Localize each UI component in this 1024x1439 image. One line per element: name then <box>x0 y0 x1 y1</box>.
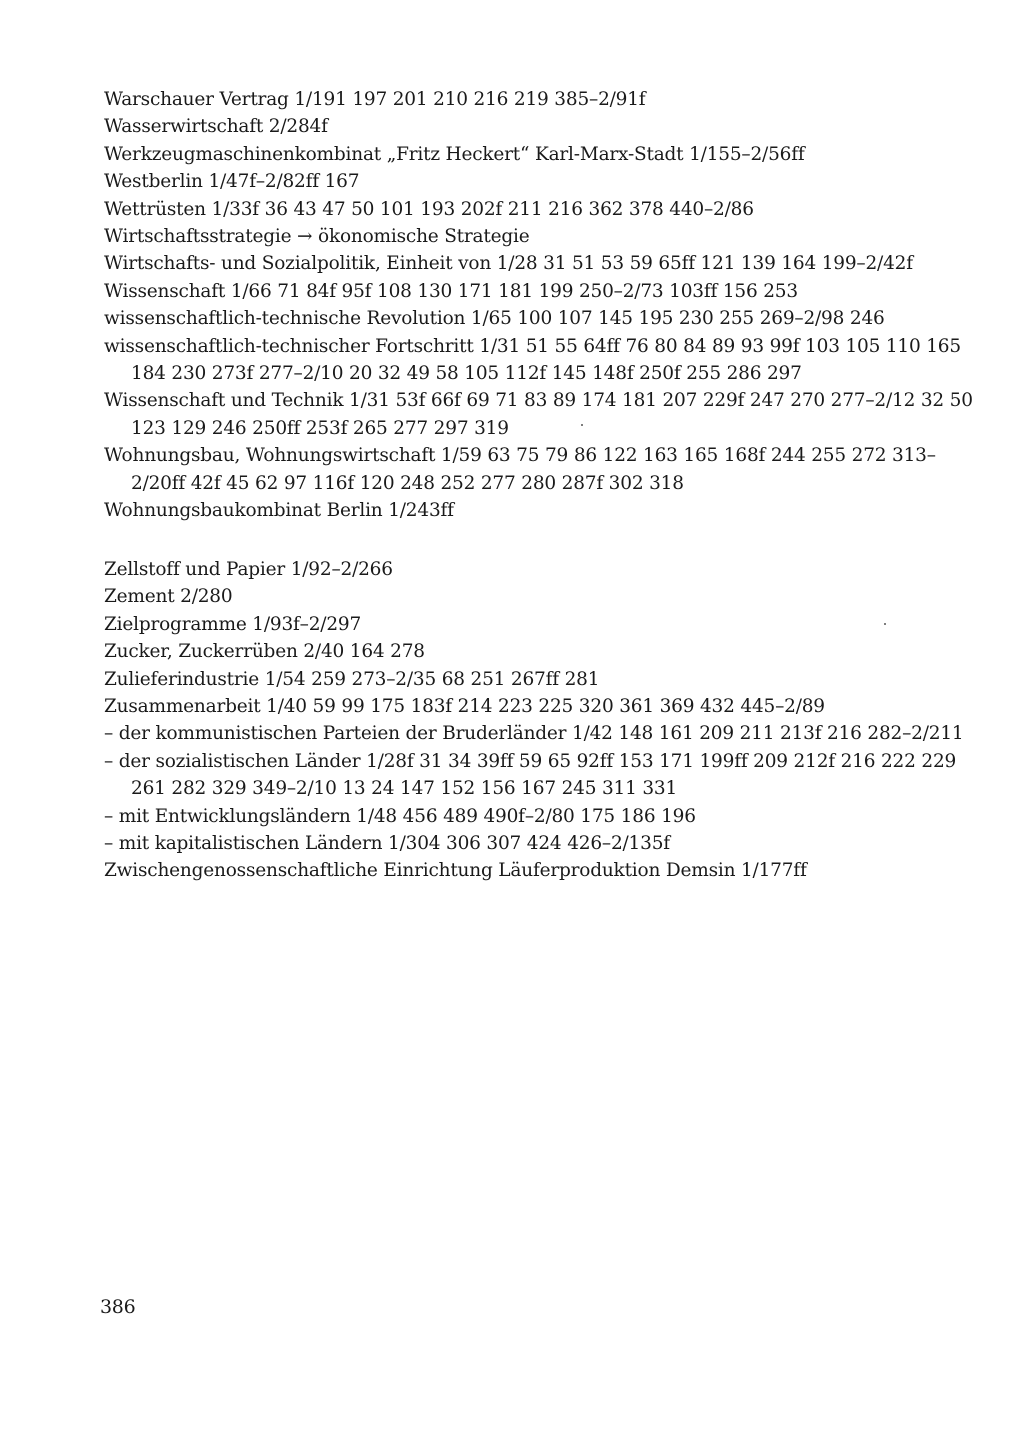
index-subentry: – der sozialistischen Länder 1/28f 31 34 39ff 59 65 92ff 153 171 199ff 209 212f 216 222 229 261 282 329 349–2/10 13 24 147 152 156 167 245 311 331 <box>104 750 957 800</box>
index-subentry: – der kommunistischen Parteien der Bruderländer 1/42 148 161 209 211 213f 216 282–2/211 <box>104 723 964 745</box>
index-entry: Westberlin 1/47f–2/82ff 167 <box>104 171 360 193</box>
scan-speck <box>581 424 583 426</box>
index-entry: Wissenschaft und Technik 1/31 53f 66f 69 71 83 89 174 181 207 229f 247 270 277–2/12 32 50 123 129 246 250ff 253f 265 277 297 319 <box>104 390 973 439</box>
index-entry: Wohnungsbaukombinat Berlin 1/243ff <box>104 500 454 522</box>
index-section-w <box>104 86 984 525</box>
index-entry: wissenschaftlich-technischer Fortschritt 1/31 51 55 64ff 76 80 84 89 93 99f 103 105 110 165 184 230 273f 277–2/10 20 32 49 58 105 112f 145 148f 250f 255 286 297 <box>104 335 961 385</box>
index-entry: Wirtschafts- und Sozialpolitik, Einheit von 1/28 31 51 53 59 65ff 121 139 164 199–2/42f <box>104 253 913 275</box>
index-entry: Wasserwirtschaft 2/284f <box>104 116 328 138</box>
index-entry: Zucker, Zuckerrüben 2/40 164 278 <box>104 641 425 663</box>
index-entry: Wissenschaft 1/66 71 84f 95f 108 130 171 181 199 250–2/73 103ff 156 253 <box>104 280 798 302</box>
index-entry: Zielprogramme 1/93f–2/297 <box>104 613 362 635</box>
index-entry: Wirtschaftsstrategie → ökonomische Strategie <box>104 226 530 248</box>
index-entry: Zellstoff und Papier 1/92–2/266 <box>104 559 393 580</box>
index-section-z <box>104 556 984 885</box>
index-entry: wissenschaftlich-technische Revolution 1/65 100 107 145 195 230 255 269–2/98 246 <box>104 308 885 330</box>
index-entry: Zwischengenossenschaftliche Einrichtung Läuferproduktion Demsin 1/177ff <box>104 860 807 882</box>
page-number: 386 <box>100 1296 136 1318</box>
index-entry: Werkzeugmaschinenkombinat „Fritz Heckert“ Karl-Marx-Stadt 1/155–2/56ff <box>104 143 805 165</box>
scan-speck <box>884 623 886 625</box>
index-entry: Warschauer Vertrag 1/191 197 201 210 216 219 385–2/91f <box>104 89 646 110</box>
index-entry: Zulieferindustrie 1/54 259 273–2/35 68 251 267ff 281 <box>104 668 600 690</box>
index-entry: Zement 2/280 <box>104 586 233 608</box>
index-subentry: – mit kapitalistischen Ländern 1/304 306 307 424 426–2/135f <box>104 833 670 855</box>
index-entry: Wettrüsten 1/33f 36 43 47 50 101 193 202f 211 216 362 378 440–2/86 <box>104 198 754 220</box>
index-entry: Wohnungsbau, Wohnungswirtschaft 1/59 63 75 79 86 122 163 165 168f 244 255 272 313–2/20ff 42f 45 62 97 116f 120 248 252 277 280 287f 302 318 <box>104 445 936 494</box>
index-subentry: – mit Entwicklungsländern 1/48 456 489 490f–2/80 175 186 196 <box>104 805 696 827</box>
index-entry: Zusammenarbeit 1/40 59 99 175 183f 214 223 225 320 361 369 432 445–2/89 <box>104 696 825 718</box>
